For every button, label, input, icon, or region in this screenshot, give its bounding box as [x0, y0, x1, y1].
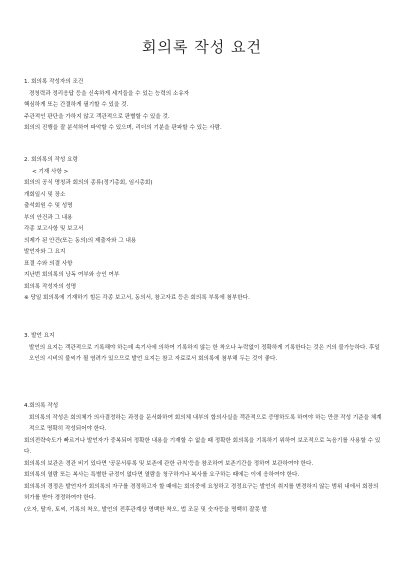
section-writer-conditions	[24, 77, 382, 135]
paragraph: 발언의 요지는 객관적으로 기록해야 하는데 속기사에 의하여 기록하지 않는 한 착오나 누락없이 정확하게 기록한다는 것은 거의 불가능하다. 후일 오인의 시비의 불씨가 될 염려가 있으므로 발언 요지는 참고 자료로서 회의록에 첨부해 두는 것이 좋다.	[29, 344, 380, 362]
paragraph: 회의록의 보관은 경관 비기 있다면 '공문서류록 및 보존에 관한 규칙'등을 참조하여 보존기간을 정하여 보관하여야 한다.	[24, 460, 314, 467]
list-item: 발언자와 그 요지	[24, 249, 66, 255]
list-item: 경청력과 정리응답 등을 신속하게 세겨들을 수 있는 능력의 소유자	[29, 90, 190, 97]
paragraph: 회의록의 열람 또는 복사는 특별한 규정이 없다면 열람을 청구하거나 복사를 요구하는 때에는 이에 응하여야 한다.	[24, 472, 300, 478]
list-item: 표결 수와 의결 사항	[24, 260, 73, 267]
list-item: 지난번 회의록의 낭독 여부와 승인 여부	[24, 272, 120, 278]
section-writing-guide	[24, 155, 382, 305]
list-item: 핵심하게 또는 간결하게 필기할 수 있을 것.	[24, 102, 129, 108]
note-item: ※ 당일 회의록에 기재하기 힘든 각종 보고서, 동의서, 참고자료 등은 회의록 부록에 첨부한다.	[24, 295, 250, 301]
paragraph: (오자, 탈자, 토씨, 기록의 착오, 발언의 전후관계상 명백한 착오, 법 조문 및 숫자등을 명백히 잘못 발	[24, 506, 268, 513]
list-item: 출석회원 수 및 성명	[24, 203, 73, 209]
section-heading: 1. 회의록 작성자의 조건	[24, 79, 84, 85]
section-speech-summary	[24, 331, 382, 366]
section-heading: 4.회의록 작성	[24, 403, 59, 409]
section-subheading: < 기재 사항 >	[32, 168, 69, 175]
paragraph: 회의록의 경정은 발언자가 회의록의 자구를 경정하고자 할 때에는 회의중에 요청하고 경정요구는 발언의 취지를 변경하지 않는 범위 내에서 회장의 허가를 받아 경정하여야 한다.	[24, 483, 379, 501]
list-item: 주관적인 판단을 가하지 않고 객관적으로 판별할 수 있을 것.	[24, 113, 170, 120]
section-heading: 3. 발언 요지	[24, 333, 55, 339]
page-title: 회의록 작성 요건	[142, 38, 262, 56]
list-item: 부의 안건과 그 내용	[24, 214, 73, 221]
paragraph: 회의전략숙도가 빠르거나 발언자가 중복되어 정확한 내용을 기재할 수 없을 때 정확한 회의록을 기록하기 위하여 보조적으로 녹음기를 사용할 수 있다.	[24, 437, 381, 455]
list-item: 개회일시 및 장소	[24, 191, 66, 198]
list-item: 각종 보고사항 및 보고서	[24, 226, 84, 232]
list-item: 회의의 진행을 잘 분석하여 파악할 수 있으며, 리더의 기분을 판파할 수 있는 사람.	[24, 125, 222, 131]
paragraph: 회의록의 작성은 회의체가 의사결정하는 과정을 문서화하여 회의체 내부의 합의사실을 객관적으로 증명하도록 하여야 하는 만큼 작성 기준을 체계적으로 명확히 작성되어야 한다.	[29, 414, 382, 432]
section-heading: 2. 회의록의 작성 요령	[24, 157, 78, 163]
list-item: 회의의 공식 명칭과 회의의 종류(정기총회, 임시총회)	[24, 180, 153, 186]
list-item: 회의록 작성자의 성명	[24, 283, 77, 290]
list-item: 의제가 된 안건(또는 동의)의 제출자와 그 내용	[24, 237, 137, 244]
section-minutes-writing	[24, 401, 382, 516]
